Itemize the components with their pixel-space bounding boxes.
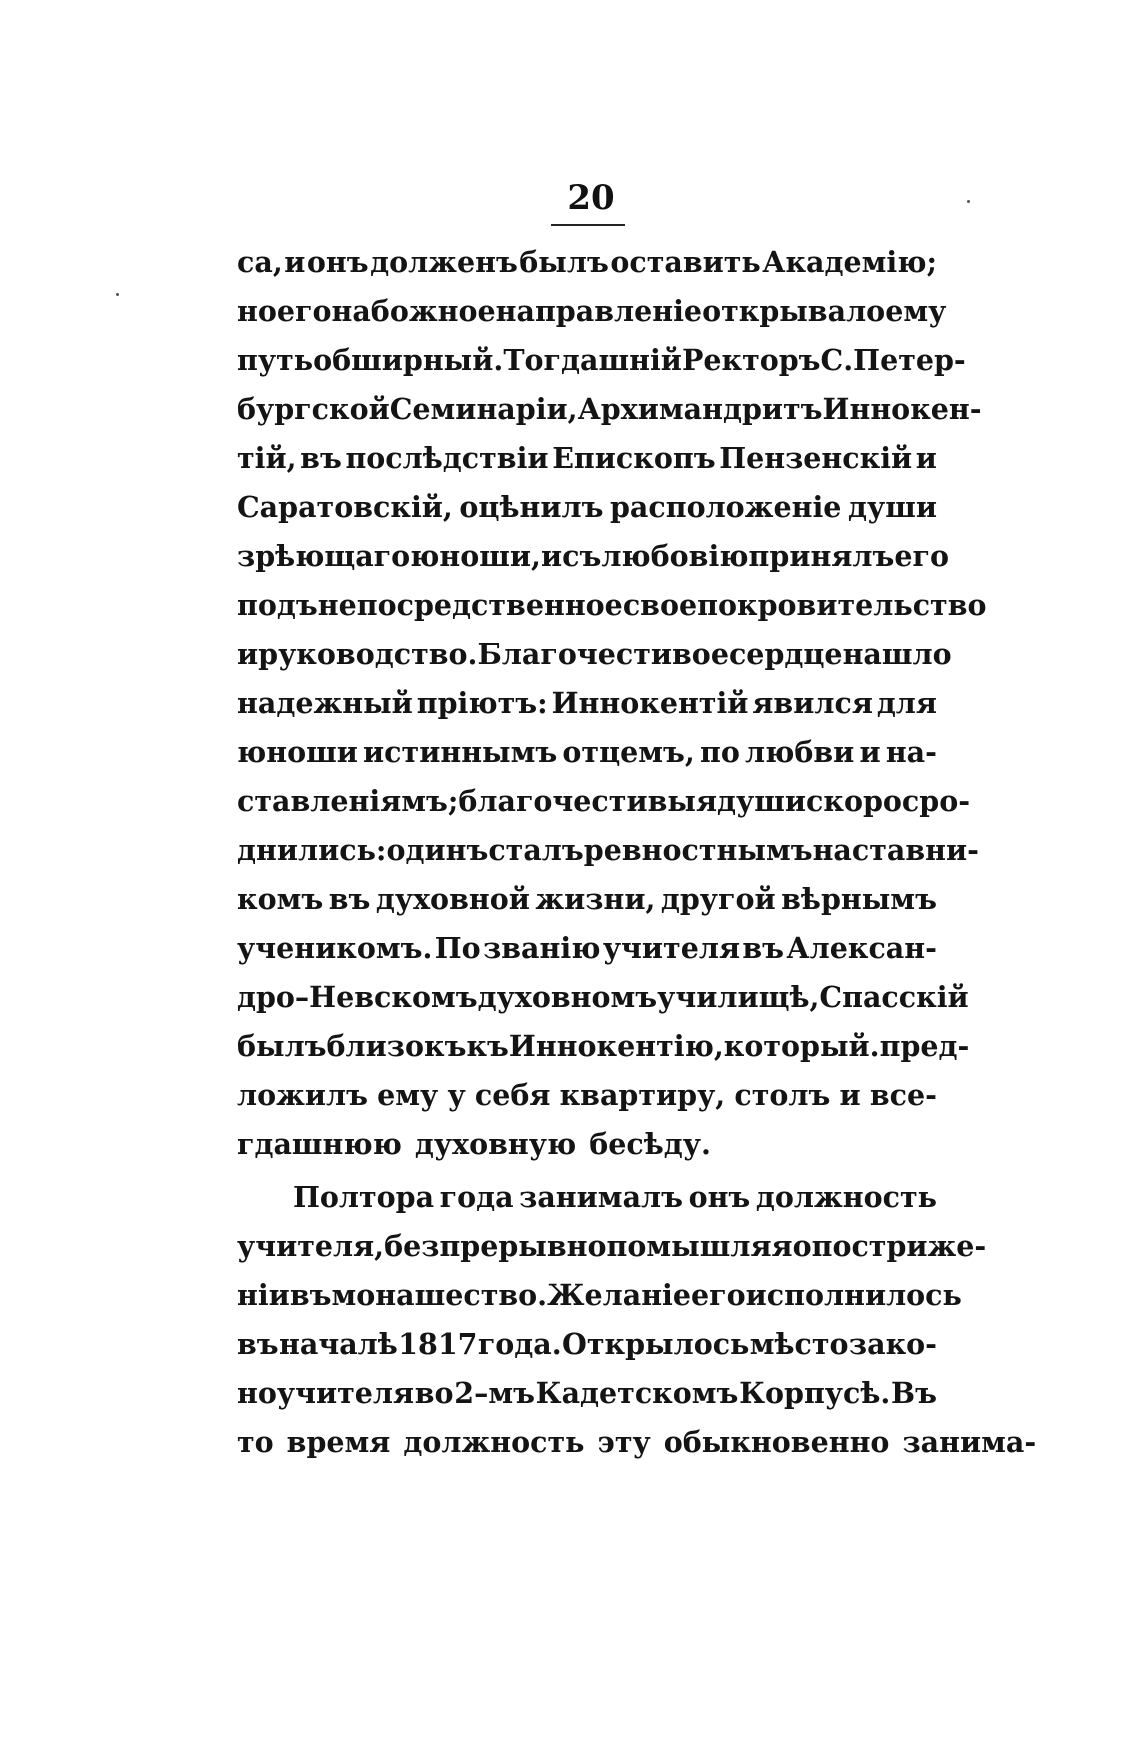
text-line: комъ въ духовной жизни, другой вѣрнымъ (237, 882, 937, 916)
text-line: Полтора года занималъ онъ должность (293, 1180, 937, 1214)
text-line: днились: одинъ сталъ ревностнымъ наставни- (237, 833, 979, 867)
text-line: гдашнюю духовную бесѣду. (237, 1127, 711, 1161)
scan-speck (967, 200, 970, 203)
text-line: ставленіямъ; благочестивыя души скоро сро- (237, 784, 971, 818)
text-line: тій, въ послѣдствіи Епископъ Пензенскій и (237, 441, 937, 475)
text-line: ноучителя во 2–мъ Кадетскомъ Корпусѣ. Въ (237, 1376, 937, 1410)
text-line: ніи въ монашество. Желаніе его исполнилось (237, 1278, 962, 1312)
page-number-rule (551, 224, 625, 226)
text-line: въ началѣ 1817 года. Открылось мѣсто зако- (237, 1327, 937, 1361)
text-line: учителя, безпрерывно помышляя о постриже- (237, 1229, 987, 1263)
text-line: дро–Невскомъ духовномъ училищѣ, Спасскій (237, 980, 969, 1014)
text-line: ученикомъ. По званію учителя въ Алексан- (237, 931, 937, 965)
text-line: зрѣющаго юноши, и съ любовію принялъ его (237, 539, 949, 573)
text-line: путь обширный. Тогдашній Ректоръ С.Петер- (237, 343, 966, 377)
text-line: былъ близокъ къ Иннокентію, который .пред- (237, 1029, 970, 1063)
text-line: Саратовскій, оцѣнилъ расположеніе души (237, 490, 937, 524)
text-line: и руководство. Благочестивое сердце нашло (237, 637, 952, 671)
page-number: 20 (567, 178, 615, 218)
scan-speck (116, 293, 119, 296)
text-line: бургской Семинаріи, Архимандритъ Иннокен- (237, 392, 982, 426)
text-line: подъ непосредственное свое покровительство (237, 588, 987, 622)
text-line: са, и онъ долженъ былъ оставить Академію; (237, 245, 937, 279)
text-line: надежный пріютъ: Иннокентій явился для (237, 686, 937, 720)
text-line: то время должность эту обыкновенно занима- (237, 1425, 1037, 1459)
text-line: ложилъ ему у себя квартиру, столъ и все- (237, 1078, 937, 1112)
text-line: но его набожное направленіе открывало ему (237, 294, 947, 328)
body-text (237, 238, 1037, 1467)
text-line: юноши истиннымъ отцемъ, по любви и на- (237, 735, 937, 769)
